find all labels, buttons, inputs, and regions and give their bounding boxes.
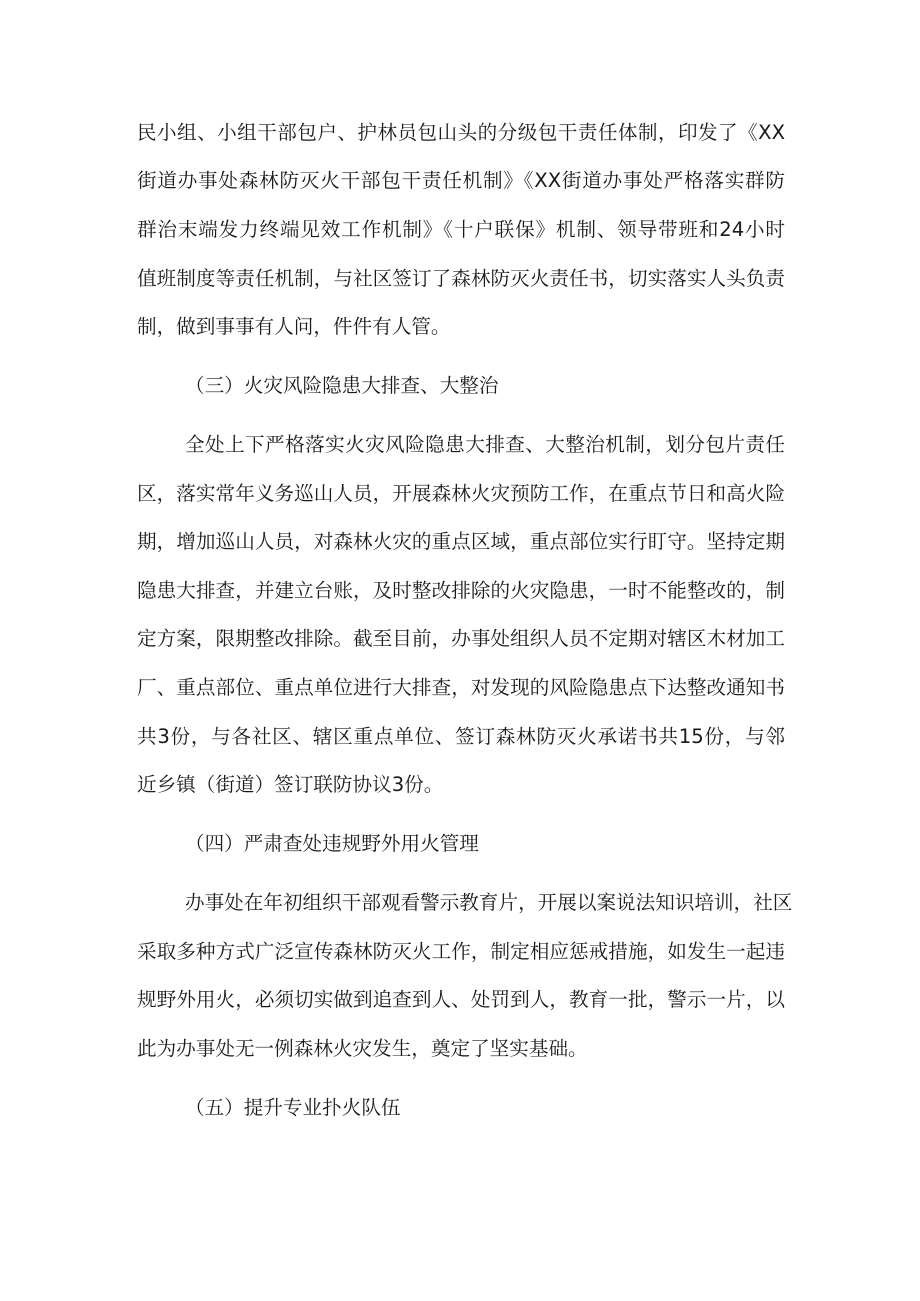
- text-line: 全处上下严格落实火灾风险隐患大排查、大整治机制，划分包片责任: [185, 433, 785, 456]
- section-heading-4: （四）严肃查处违规野外用火管理: [185, 832, 479, 855]
- section-heading-5: （五）提升专业扑火队伍: [185, 1096, 401, 1119]
- text-line: 厂、重点部位、重点单位进行大排查，对发现的风险隐患点下达整改通知书: [137, 676, 785, 699]
- text-line: 民小组、小组干部包户、护林员包山头的分级包干责任体制，印发了《XX: [137, 121, 785, 144]
- text-line: 期，增加巡山人员，对森林火灾的重点区域，重点部位实行盯守。坚持定期: [137, 530, 785, 553]
- text-line: 区，落实常年义务巡山人员，开展森林火灾预防工作，在重点节日和高火险: [137, 482, 785, 505]
- text-line: 街道办事处森林防灭火干部包干责任机制》《XX街道办事处严格落实群防: [137, 169, 785, 192]
- text-line: 规野外用火，必须切实做到追查到人、处罚到人，教育一批，警示一片，以: [137, 988, 785, 1011]
- text-line: 定方案，限期整改排除。截至目前，办事处组织人员不定期对辖区木材加工: [137, 627, 785, 650]
- text-line: 近乡镇（街道）签订联防协议3份。: [137, 773, 444, 796]
- text-line: 办事处在年初组织干部观看警示教育片，开展以案说法知识培训，社区: [185, 891, 793, 914]
- text-line: 此为办事处无一例森林火灾发生，奠定了坚实基础。: [137, 1037, 588, 1060]
- text-line: 制，做到事事有人问，件件有人管。: [137, 315, 451, 338]
- section-heading-3: （三）火灾风险隐患大排查、大整治: [185, 374, 499, 397]
- text-line: 隐患大排查，并建立台账，及时整改排除的火灾隐患，一时不能整改的，制: [137, 579, 785, 602]
- text-line: 值班制度等责任机制，与社区签订了森林防灭火责任书，切实落实人头负责: [137, 267, 785, 290]
- text-line: 群治末端发力终端见效工作机制》《十户联保》机制、领导带班和24小时: [137, 218, 785, 241]
- text-line: 采取多种方式广泛宣传森林防灭火工作，制定相应惩戒措施，如发生一起违: [137, 940, 785, 963]
- text-line: 共3份，与各社区、辖区重点单位、签订森林防灭火承诺书共15份，与邻: [137, 725, 785, 748]
